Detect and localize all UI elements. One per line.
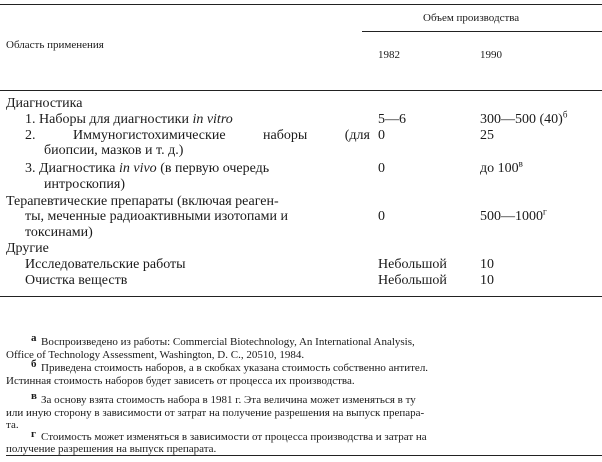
- row-immuno-1990: 25: [480, 128, 494, 143]
- header-bottom-rule: [0, 90, 602, 91]
- row-research-1982: Небольшой: [378, 257, 447, 272]
- row-in-vivo-1990: до $100^в$: [480, 158, 523, 176]
- table-bottom-rule: [0, 296, 602, 297]
- column-header-area: Область применения: [6, 39, 104, 51]
- row-therapeutic-1982: 0: [378, 209, 385, 224]
- row-research-1990: 10: [480, 257, 494, 272]
- footnote-v-mark: в: [31, 390, 37, 402]
- row-purification-1982: Небольшой: [378, 273, 447, 288]
- footnote-b-line-1: Приведена стоимость наборов, а в скобках указана стоимость собственно антител.: [41, 362, 429, 374]
- row-research-label: Исследовательские работы: [25, 257, 186, 272]
- row-purification-1990: 10: [480, 273, 494, 288]
- column-header-1982: 1982: [378, 49, 400, 61]
- row-immuno-label-2: биопсии, мазков и т. д.): [44, 143, 184, 158]
- table-top-rule: [0, 4, 602, 5]
- header-group-rule: [362, 31, 602, 32]
- footnotes-bottom-rule: [6, 455, 602, 456]
- row-therapeutic-label-2: ты, меченные радиоактивными изотопами и: [25, 209, 288, 224]
- row-in-vitro-label: 1. Наборы для диагностики in vitro: [25, 112, 233, 127]
- column-header-production: Объем производства: [423, 12, 520, 24]
- footnote-g-line-2: получение разрешения на выпуск препарата.: [6, 443, 217, 455]
- row-purification-label: Очистка веществ: [25, 273, 128, 288]
- footnote-g-line-1: Стоимость может изменяться в зависимости от процесса производства и затрат на: [41, 431, 427, 443]
- row-immuno-1982: 0: [378, 128, 385, 143]
- footnote-a-line-1: Воспроизведено из работы: Commercial Biotechnology, An International Analysis,: [41, 336, 415, 348]
- row-immuno-label-1: 2. Иммуногистохимические наборы (для: [25, 128, 370, 143]
- footnote-a-line-2: Office of Technology Assessment, Washington, D. C., 20510, 1984.: [6, 349, 305, 361]
- row-in-vitro-1990: 300—500 $(40)^б$: [480, 109, 568, 127]
- footnote-b-mark: б: [31, 358, 37, 370]
- section-diagnostics: Диагностика: [6, 96, 83, 111]
- row-in-vivo-label-1: 3. Диагностика in vivo (в первую очередь: [25, 161, 270, 176]
- footnote-v-line-3: та.: [6, 419, 19, 431]
- row-in-vivo-1982: 0: [378, 161, 385, 176]
- footnote-b-line-2: Истинная стоимость наборов будет зависеть от процесса их производства.: [6, 375, 355, 387]
- footnote-g-mark: г: [31, 428, 36, 440]
- footnote-a-mark: а: [31, 332, 37, 344]
- column-header-1990: 1990: [480, 49, 502, 61]
- row-in-vivo-label-2: интроскопия): [44, 177, 126, 192]
- row-in-vitro-1982: 5—6: [378, 112, 406, 127]
- row-therapeutic-1990: $500—1000^г$: [480, 206, 547, 224]
- row-therapeutic-label-1: Терапевтические препараты (включая реаген-: [6, 194, 279, 209]
- section-other: Другие: [6, 241, 49, 256]
- footnote-v-line-2: или иную сторону в зависимости от затрат на получение разрешения на выпуск препара-: [6, 407, 425, 419]
- row-therapeutic-label-3: токсинами): [25, 225, 93, 240]
- footnote-v-line-1: За основу взята стоимость набора в 1981 г. Эта величина может изменяться в ту: [41, 394, 416, 406]
